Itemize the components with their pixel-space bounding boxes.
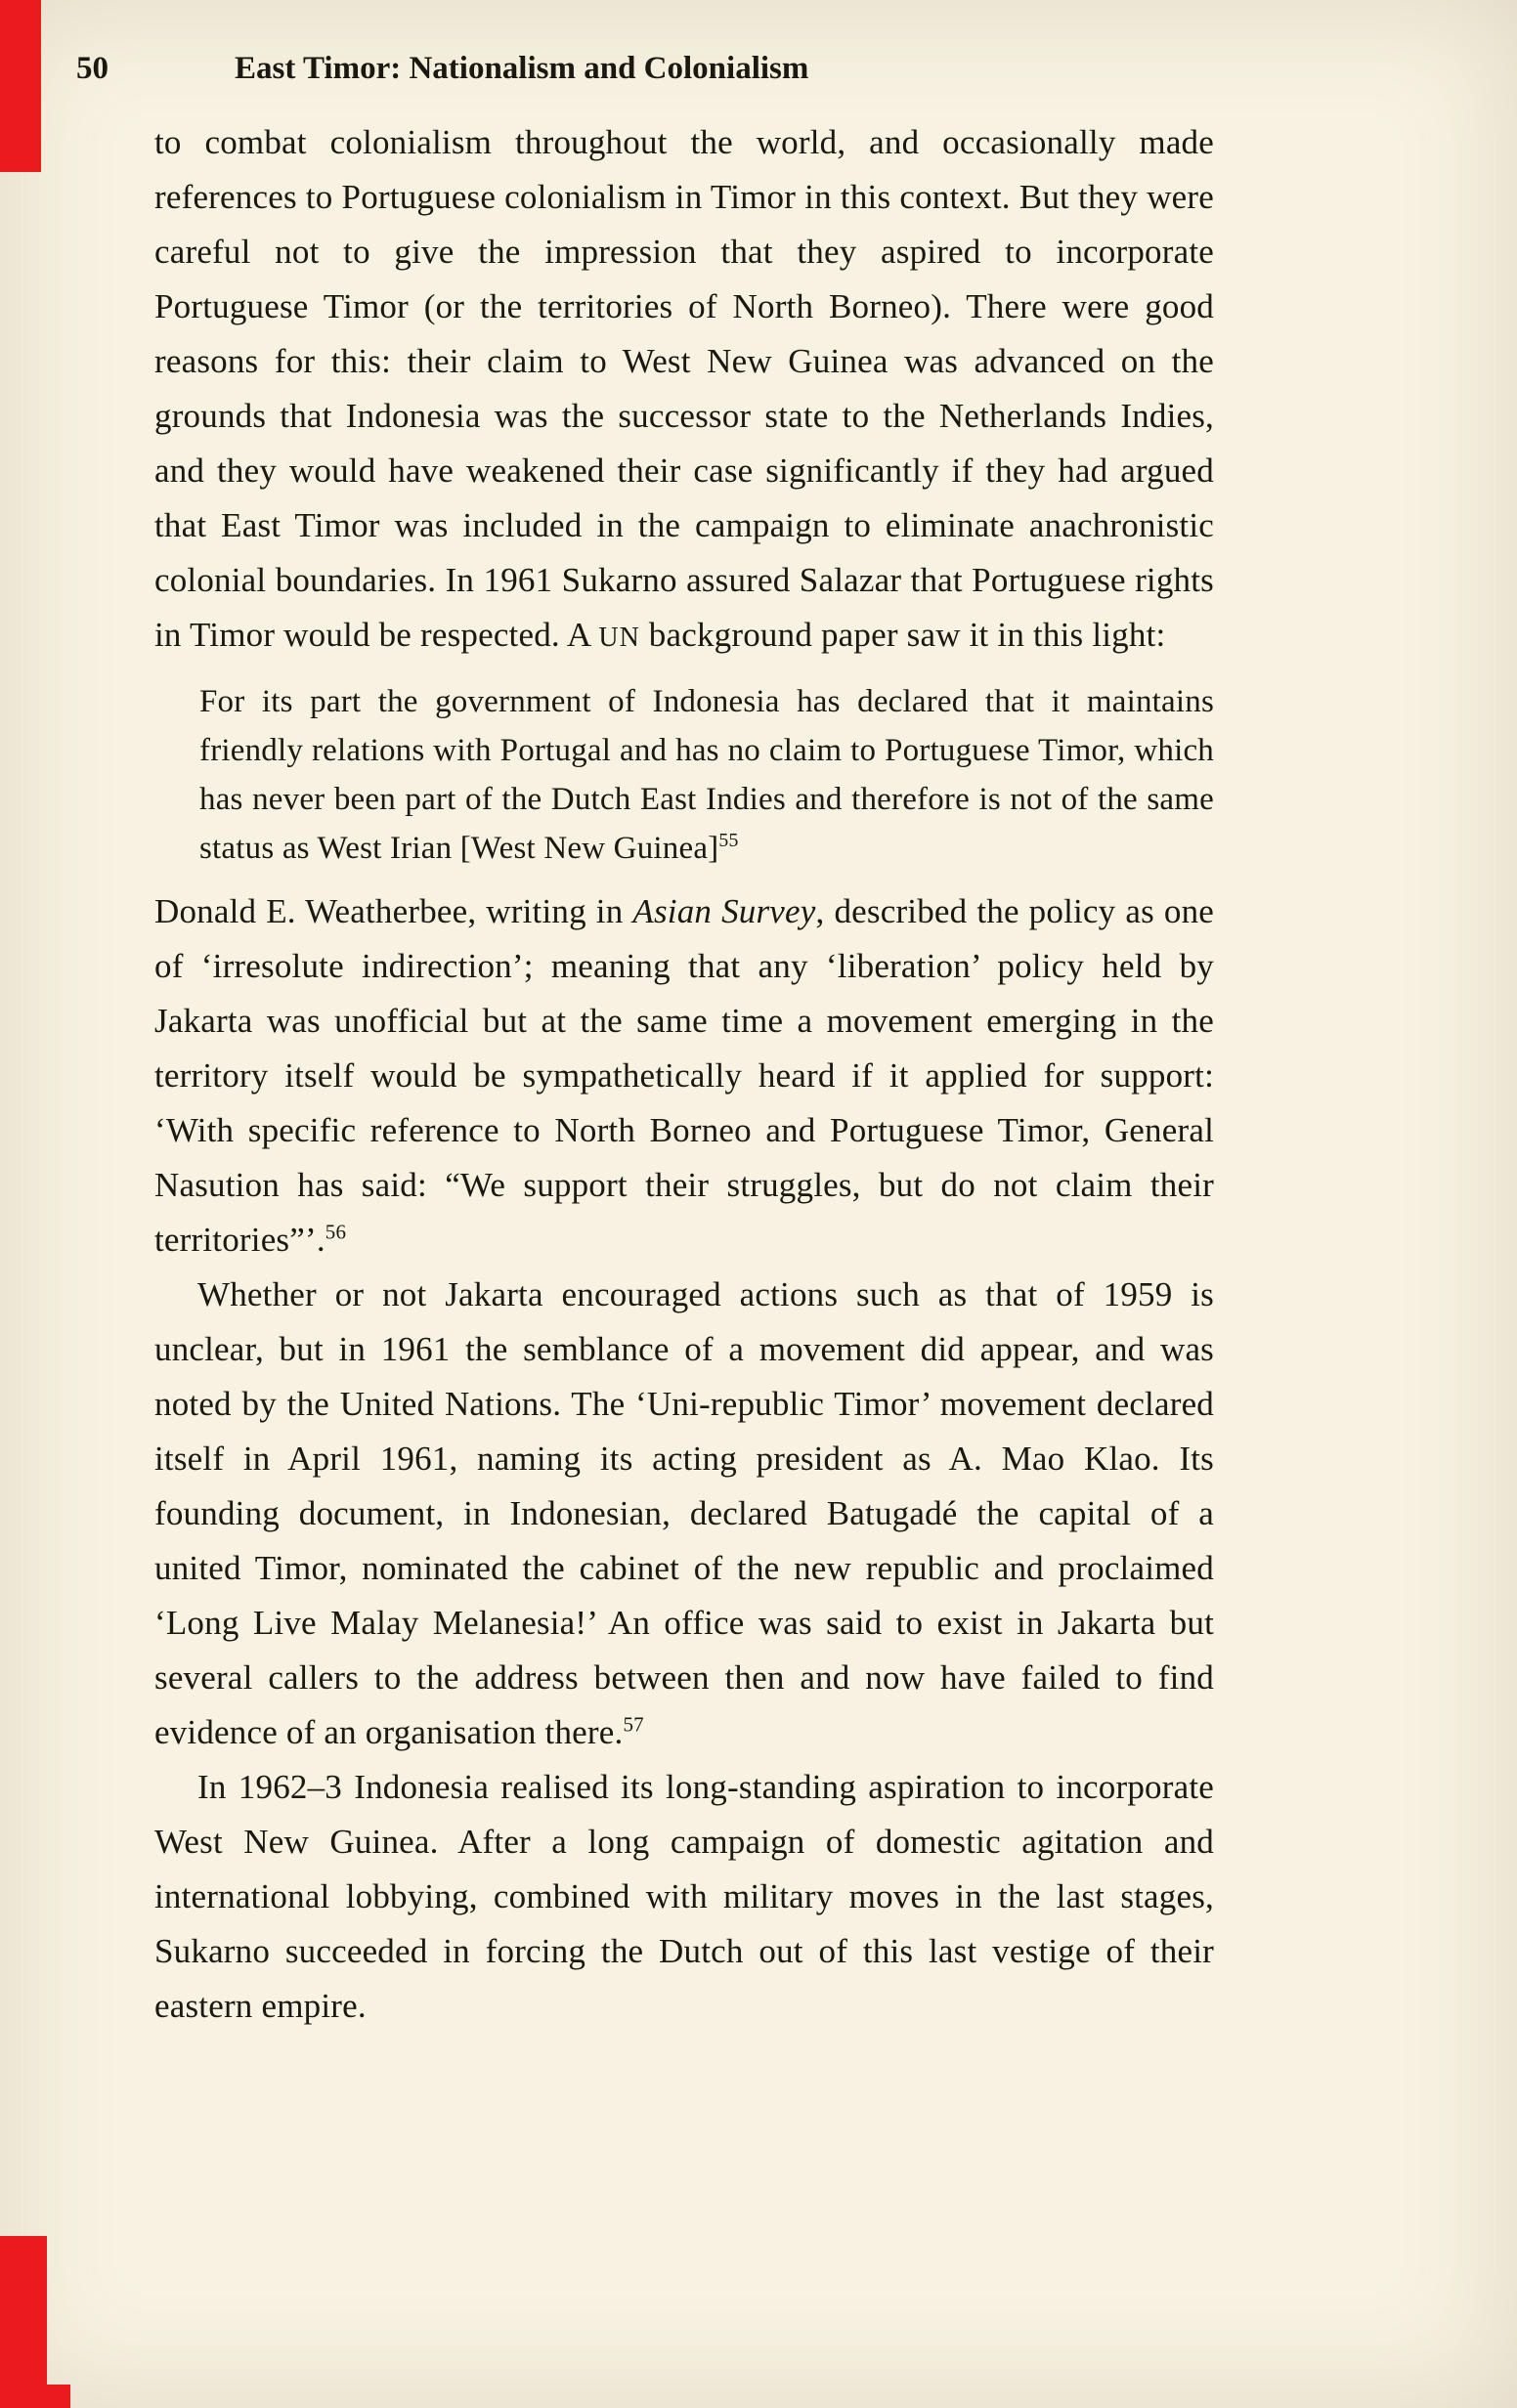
- text-run: Asian Survey: [632, 892, 816, 930]
- book-cover-edge-bottom-foot: [0, 2385, 70, 2408]
- page-number: 50: [76, 51, 108, 86]
- paragraph: [154, 884, 1214, 1268]
- text-run: background paper saw it in this light:: [639, 616, 1166, 654]
- text-run: Donald E. Weatherbee, writing in: [154, 892, 633, 930]
- footnote-ref: 56: [325, 1220, 347, 1244]
- footnote-ref: 55: [718, 830, 739, 851]
- text-run: , described the policy as one of ‘irresolute indirection’; meaning that any ‘liberation’ policy held by Jakarta was unofficial but at the same time a movement emerging in the territory itself would be sympathetically heard if it applied for support: ‘With specific reference to North Borneo and Portuguese Timor, General Nasution has said: “We support their struggles, but do not claim their territories”’.: [154, 892, 1215, 1259]
- page-header: [76, 51, 1249, 98]
- paragraph: [154, 1760, 1214, 2034]
- text-block: [154, 115, 1214, 2034]
- book-cover-edge-bottom: [0, 2236, 47, 2408]
- text-run: to combat colonialism throughout the world, and occasionally made references to Portuguese colonialism in Timor in this context. But they were careful not to give the impression that they aspired to incorporate Portuguese Timor (or the territories of North Borneo). There were good reasons for this: their claim to West New Guinea was advanced on the grounds that Indonesia was the successor state to the Netherlands Indies, and they would have weakened their case significantly if they had argued that East Timor was included in the campaign to eliminate anachronistic colonial boundaries. In 1961 Sukarno assured Salazar that Portuguese rights in Timor would be respected. A: [154, 123, 1214, 654]
- paragraph: [154, 1268, 1214, 1760]
- text-run: UN: [598, 623, 640, 653]
- text-run: For its part the government of Indonesia has declared that it maintains friendly relations with Portugal and has no claim to Portuguese Timor, which has never been part of the Dutch East Indies and therefore is not of the same status as West Irian [West New Guinea]: [199, 684, 1214, 866]
- text-run: Whether or not Jakarta encouraged actions such as that of 1959 is unclear, but in 1961 the semblance of a movement did appear, and was noted by the United Nations. The ‘Uni-republic Timor’ movement declared itself in April 1961, naming its acting president as A. Mao Klao. Its founding document, in Indonesian, declared Batugadé the capital of a united Timor, nominated the cabinet of the new republic and proclaimed ‘Long Live Malay Melanesia!’ An office was said to exist in Jakarta but several callers to the address between then and now have failed to find evidence of an organisation there.: [154, 1275, 1214, 1751]
- block-quote: [199, 677, 1214, 873]
- running-title: East Timor: Nationalism and Colonialism: [235, 51, 809, 86]
- footnote-ref: 57: [623, 1712, 644, 1737]
- text-run: In 1962–3 Indonesia realised its long-standing aspiration to incorporate West New Guinea. After a long campaign of domestic agitation and international lobbying, combined with military moves in the last stages, Sukarno succeeded in forcing the Dutch out of this last vestige of their eastern empire.: [154, 1768, 1214, 2025]
- book-cover-edge-top: [0, 0, 41, 172]
- paragraph: [154, 115, 1214, 666]
